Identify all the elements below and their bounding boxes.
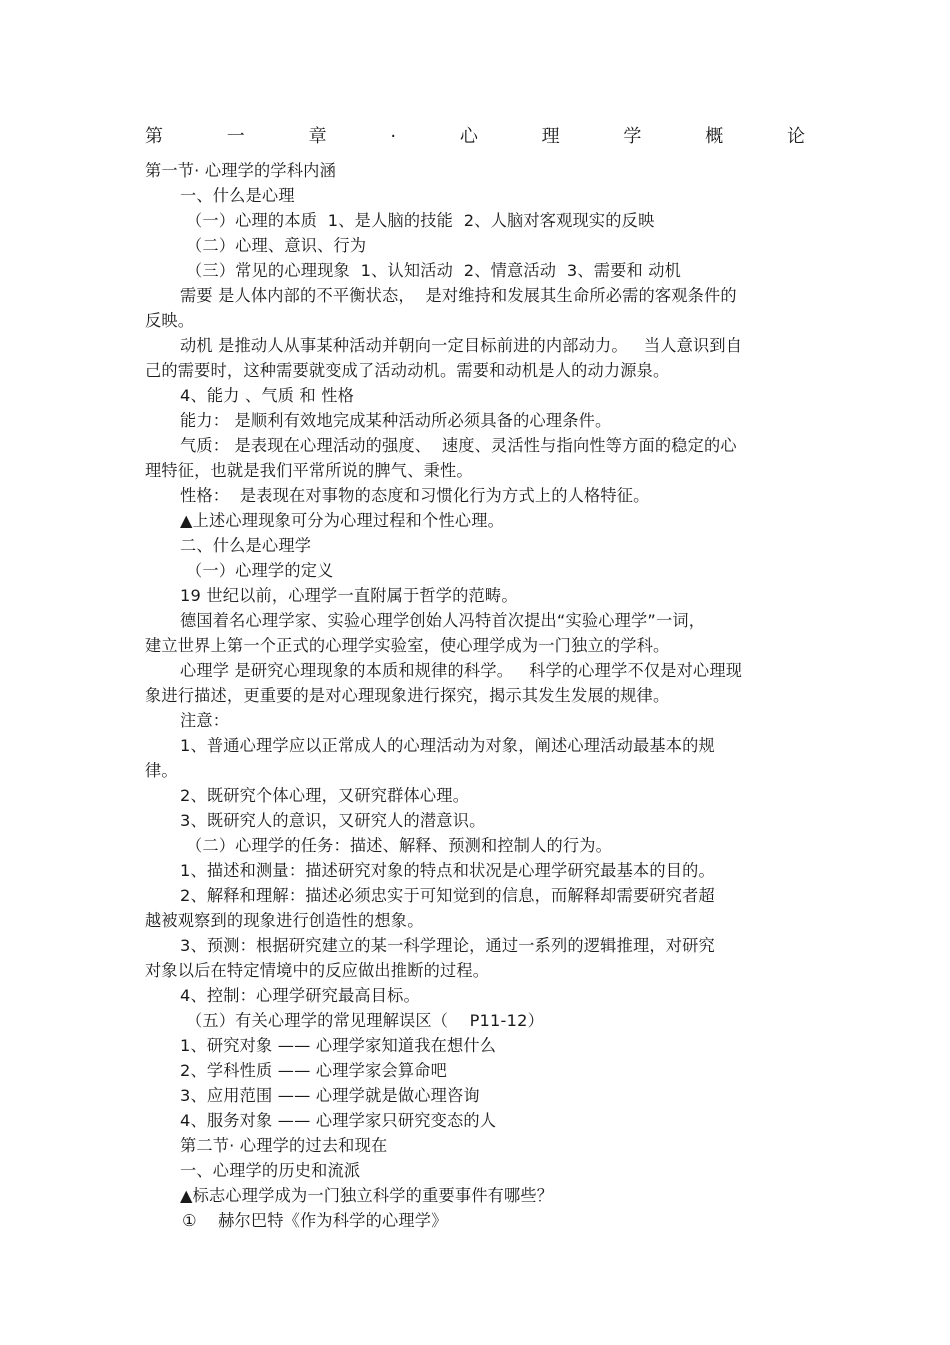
paragraph-line: 性格： 是表现在对事物的态度和习惯化行为方式上的人格特征。 [180,486,650,505]
text-line: （二）心理、意识、行为 [186,236,367,255]
text-line: 4、能力 、气质 和 性格 [180,386,355,405]
paragraph-line: 动机 是推动人从事某种活动并朝向一定目标前进的内部动力。 当人意识到自 [180,336,743,355]
paragraph-line: 象进行描述，更重要的是对心理现象进行探究，揭示其发生发展的规律。 [145,686,670,705]
text-line: （二）心理学的任务：描述、解释、预测和控制人的行为。 [186,836,613,855]
section-heading: 第一节· 心理学的学科内涵 [145,161,336,180]
chapter-title [145,126,805,148]
paragraph-line: 1、普通心理学应以正常成人的心理活动为对象，阐述心理活动最基本的规 [180,736,715,755]
title-char: 学 [623,126,642,147]
list-item: ① 赫尔巴特《作为科学的心理学》 [182,1211,448,1230]
paragraph-line: 4、控制：心理学研究最高目标。 [180,986,420,1005]
paragraph-line: 反映。 [145,311,195,330]
paragraph-line: ▲上述心理现象可分为心理过程和个性心理。 [180,511,505,530]
paragraph-line: 3、预测：根据研究建立的某一科学理论，通过一系列的逻辑推理，对研究 [180,936,715,955]
title-char: · [390,126,397,147]
title-char: 论 [786,126,805,147]
text-line: （三）常见的心理现象 1、认知活动 2、情意活动 3、需要和 动机 [186,261,681,280]
paragraph-line: 建立世界上第一个正式的心理学实验室，使心理学成为一门独立的学科。 [145,636,670,655]
paragraph-line: 己的需要时，这种需要就变成了活动动机。需要和动机是人的动力源泉。 [145,361,670,380]
title-char: 一 [226,126,245,147]
subsection-heading: 二、什么是心理学 [180,536,312,555]
text-line: （一）心理的本质 1、是人脑的技能 2、人脑对客观现实的反映 [186,211,655,230]
paragraph-line: 需要 是人体内部的不平衡状态， 是对维持和发展其生命所必需的客观条件的 [180,286,737,305]
text-line: （一）心理学的定义 [186,561,334,580]
paragraph-line: 2、既研究个体心理，又研究群体心理。 [180,786,470,805]
title-char: 理 [541,126,560,147]
subsection-heading: 一、心理学的历史和流派 [180,1161,361,1180]
paragraph-line: 3、既研究人的意识，又研究人的潜意识。 [180,811,486,830]
list-item: 1、研究对象 —— 心理学家知道我在想什么 [180,1036,497,1055]
title-char: 第 [145,126,163,147]
paragraph-line: 越被观察到的现象进行创造性的想象。 [145,911,424,930]
list-item: 3、应用范围 —— 心理学就是做心理咨询 [180,1086,480,1105]
text-line: （五）有关心理学的常见理解误区（ P11-12） [186,1011,544,1030]
paragraph-line: ▲标志心理学成为一门独立科学的重要事件有哪些？ [180,1186,554,1205]
paragraph-line: 对象以后在特定情境中的反应做出推断的过程。 [145,961,490,980]
paragraph-line: 1、描述和测量：描述研究对象的特点和状况是心理学研究最基本的目的。 [180,861,715,880]
paragraph-line: 气质： 是表现在心理活动的强度、 速度、灵活性与指向性等方面的稳定的心 [180,436,737,455]
paragraph-line: 德国着名心理学家、实验心理学创始人冯特首次提出“实验心理学”一词， [180,611,706,630]
paragraph-line: 律。 [145,761,178,780]
paragraph-line: 能力： 是顺利有效地完成某种活动所必须具备的心理条件。 [180,411,612,430]
list-item: 2、学科性质 —— 心理学家会算命吧 [180,1061,448,1080]
title-char: 章 [308,126,327,147]
title-char: 概 [705,126,724,147]
subsection-heading: 一、什么是心理 [180,186,295,205]
paragraph-line: 心理学 是研究心理现象的本质和规律的科学。 科学的心理学不仅是对心理现 [180,661,743,680]
paragraph-line: 2、解释和理解：描述必须忠实于可知觉到的信息，而解释却需要研究者超 [180,886,715,905]
paragraph-line: 19 世纪以前，心理学一直附属于哲学的范畴。 [180,586,518,605]
title-char: 心 [459,126,478,147]
list-item: 4、服务对象 —— 心理学家只研究变态的人 [180,1111,497,1130]
section-heading: 第二节· 心理学的过去和现在 [180,1136,388,1155]
paragraph-line: 理特征，也就是我们平常所说的脾气、秉性。 [145,461,473,480]
text-line: 注意： [180,711,230,730]
